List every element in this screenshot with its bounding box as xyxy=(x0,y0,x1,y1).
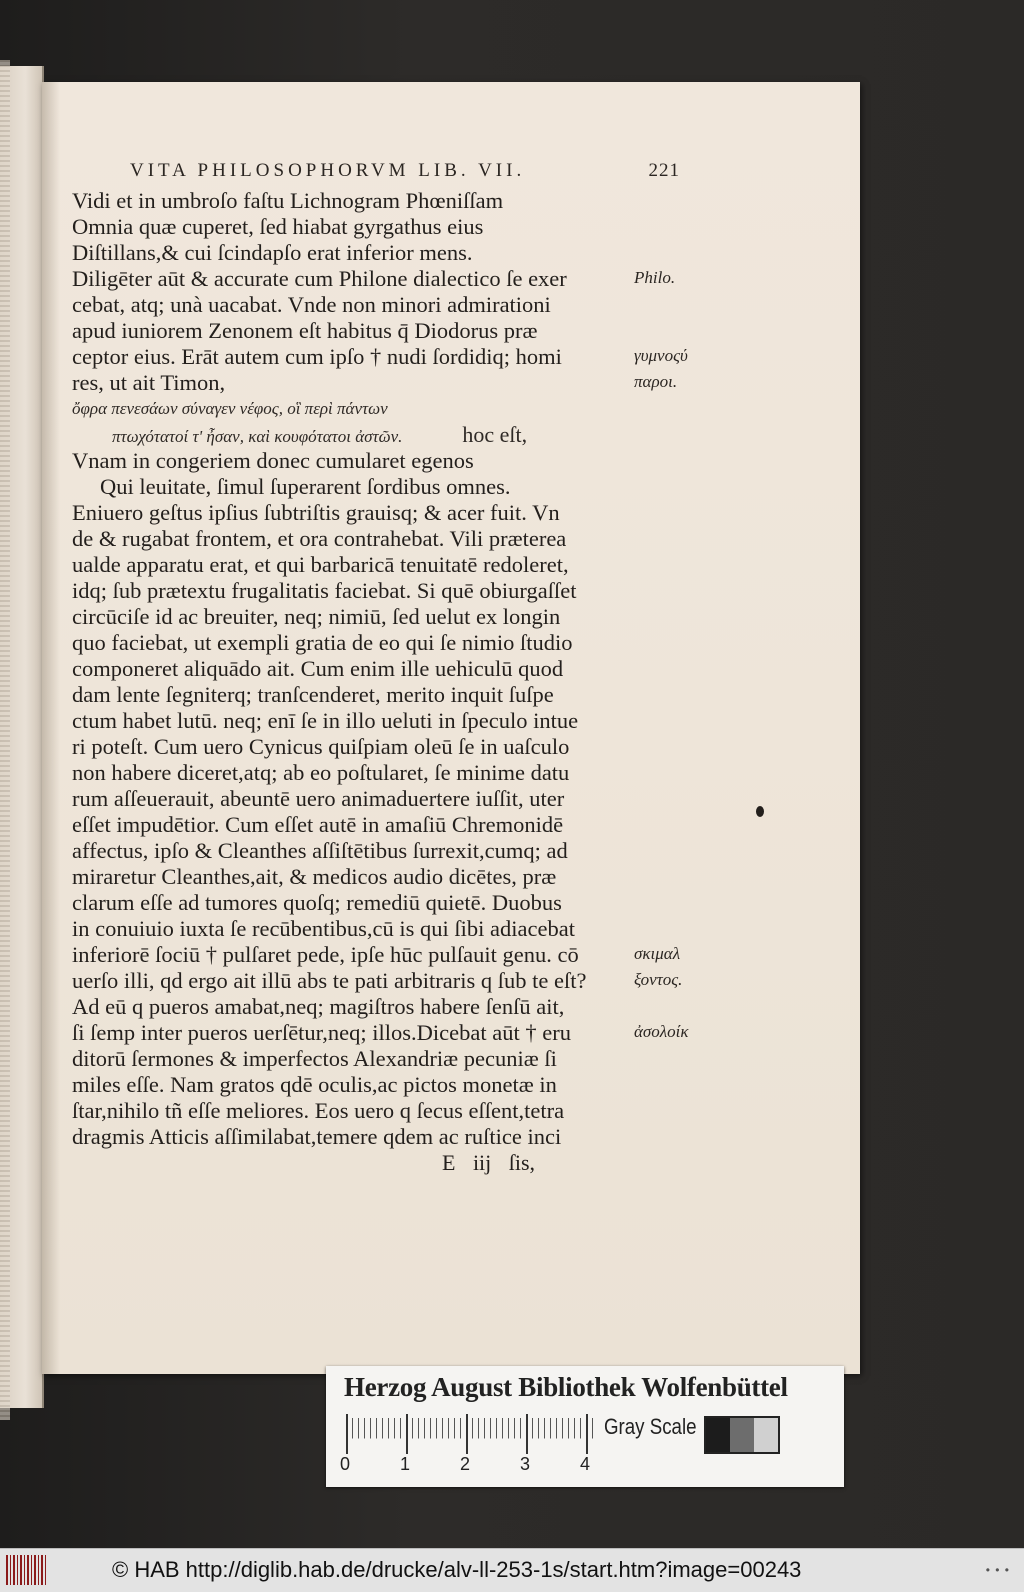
text-line xyxy=(72,500,672,526)
text-line xyxy=(72,604,672,630)
text-line xyxy=(72,578,672,604)
line-text: de & rugabat frontem, et ora contrahebat. Vili præterea xyxy=(72,526,567,551)
signature-mark: E iij ſis, xyxy=(442,1150,536,1175)
text-line xyxy=(72,344,672,370)
line-text: Diſtillans,& cui ſcindapſo erat inferior mens. xyxy=(72,240,473,265)
text-line xyxy=(72,1020,672,1046)
text-line xyxy=(72,994,672,1020)
line-text: ceptor eius. Erāt autem cum ipſo † nudi ſordidiq; homi xyxy=(72,344,562,369)
line-text: Eniuero geſtus ipſius ſubtriſtis grauisq; & acer fuit. Vn xyxy=(72,500,560,525)
line-text: affectus, ipſo & Cleanthes aſſiſtētibus ſurrexit,cumq; ad xyxy=(72,838,568,863)
library-name: Herzog August Bibliothek Wolfenbüttel xyxy=(344,1372,788,1402)
text-line xyxy=(72,240,672,266)
text-line xyxy=(72,474,672,500)
text-line xyxy=(72,448,672,474)
text-line xyxy=(72,916,672,942)
ruler-numbers xyxy=(340,1454,620,1478)
line-text: ditorū ſermones & imperfectos Alexandriæ pecuniæ ſi xyxy=(72,1046,557,1071)
line-text: rum aſſeuerauit, abeuntē uero animaduertere iuſſit, uter xyxy=(72,786,565,811)
line-text: ctum habet lutū. neq; enī ſe in illo ueluti in ſpeculo intue xyxy=(72,708,579,733)
line-tail: hoc eſt, xyxy=(462,422,528,447)
line-text: uerſo illi, qd ergo ait illū abs te pati arbitraris q ſub te eſt? xyxy=(72,968,587,993)
ruler-number: 4 xyxy=(580,1454,591,1474)
folio-number: 221 xyxy=(648,160,680,181)
margin-note: σκιμαλ xyxy=(634,944,681,963)
running-head xyxy=(130,160,680,182)
text-line xyxy=(72,292,672,318)
gutter-shadow xyxy=(42,82,60,1374)
book-page xyxy=(42,82,860,1374)
text-line xyxy=(72,942,672,968)
text-line xyxy=(72,1046,672,1072)
line-text: cebat, atq; unà uacabat. Vnde non minori admirationi xyxy=(72,292,551,317)
text-line xyxy=(72,396,672,422)
line-text: ſi ſemp inter pueros uerſētur,neq; illos.Dicebat aūt † eru xyxy=(72,1020,571,1045)
page-stack-edge xyxy=(0,60,10,1420)
text-line xyxy=(72,318,672,344)
text-line xyxy=(72,214,672,240)
line-text: componeret aliquādo ait. Cum enim ille uehiculū quod xyxy=(72,656,564,681)
line-text: miraretur Cleanthes,ait, & medicos audio dicētes, præ xyxy=(72,864,557,889)
line-text: eſſet impudētior. Cum eſſet autē in amaſiū Chremonidē xyxy=(72,812,564,837)
gray-scale-swatches xyxy=(704,1416,780,1454)
margin-note: ἀσολοίκ xyxy=(634,1022,689,1041)
line-text: ſtar,nihilo tñ eſſe meliores. Eos uero q ſecus eſſent,tetra xyxy=(72,1098,565,1123)
text-line xyxy=(72,1098,672,1124)
margin-note: ξοντος. xyxy=(634,970,683,989)
text-line xyxy=(72,890,672,916)
text-line xyxy=(72,968,672,994)
ruler-number: 1 xyxy=(400,1454,411,1474)
library-label xyxy=(326,1366,844,1487)
line-text: πτωχότατοί τ' ἦσαν, καὶ κουφότατοι ἀστῶν. xyxy=(112,427,403,446)
text-line xyxy=(72,630,672,656)
line-text: ὄφρα πενεσάων σύναγεν νέφος, οἳ περὶ πάντων xyxy=(72,399,388,418)
line-text: apud iuniorem Zenonem eſt habitus q̄ Diodorus præ xyxy=(72,318,538,343)
footer-dots: • • • xyxy=(985,1563,1010,1577)
text-line xyxy=(72,1072,672,1098)
margin-note: γυμνοςύ xyxy=(634,346,688,365)
text-line xyxy=(72,552,672,578)
text-line xyxy=(72,370,672,396)
text-line xyxy=(72,1124,672,1150)
line-text: res, ut ait Timon, xyxy=(72,370,226,395)
line-text: non habere diceret,atq; ab eo poſtularet, ſe minime datu xyxy=(72,760,570,785)
line-text: idq; ſub prætextu frugalitatis faciebat. Si quē obiurgaſſet xyxy=(72,578,577,603)
line-text: Vidi et in umbroſo faſtu Lichnogram Phœniſſam xyxy=(72,188,504,213)
gray-swatch xyxy=(706,1418,730,1452)
text-line xyxy=(72,188,672,214)
text-line xyxy=(72,656,672,682)
text-line xyxy=(72,760,672,786)
line-text: Qui leuitate, ſimul ſuperarent ſordibus omnes. xyxy=(100,474,511,499)
ruler-major-ticks xyxy=(346,1414,596,1454)
text-line xyxy=(72,708,672,734)
gray-scale-label: Gray Scale xyxy=(604,1414,697,1439)
line-text: Vnam in congeriem donec cumularet egenos xyxy=(72,448,474,473)
line-text: in conuiuio iuxta ſe recūbentibus,cū is qui ſibi adiacebat xyxy=(72,916,575,941)
text-line xyxy=(72,864,672,890)
running-head-title: VITA PHILOSOPHORVM LIB. VII. xyxy=(130,160,526,181)
line-text: Ad eū q pueros amabat,neq; magiſtros habere ſenſū ait, xyxy=(72,994,565,1019)
line-text: quo faciebat, ut exempli gratia de eo qui ſe nimio ſtudio xyxy=(72,630,573,655)
gray-swatch xyxy=(754,1418,778,1452)
text-line xyxy=(72,422,672,448)
ink-speck xyxy=(756,806,764,817)
line-text: circūciſe id ac breuiter, neq; nimiū, ſed uelut ex longin xyxy=(72,604,561,629)
text-line xyxy=(72,682,672,708)
barcode-icon xyxy=(6,1555,46,1585)
text-line xyxy=(72,812,672,838)
line-text: dragmis Atticis aſſimilabat,temere qdem ac ruſtice inci xyxy=(72,1124,562,1149)
ruler-number: 3 xyxy=(520,1454,531,1474)
ruler-number: 0 xyxy=(340,1454,351,1474)
text-line xyxy=(72,786,672,812)
margin-note: παροι. xyxy=(634,372,678,391)
line-text: inferiorē ſociū † pulſaret pede, ipſe hūc pulſauit genu. cō xyxy=(72,942,579,967)
gray-swatch xyxy=(730,1418,754,1452)
text-line xyxy=(72,526,672,552)
text-line xyxy=(72,734,672,760)
text-block xyxy=(72,188,672,1150)
margin-note: Philo. xyxy=(634,268,676,287)
copyright-url[interactable]: © HAB http://diglib.hab.de/drucke/alv-ll-253-1s/start.htm?image=00243 xyxy=(112,1557,802,1582)
line-text: miles eſſe. Nam gratos qdē oculis,ac pictos monetæ in xyxy=(72,1072,557,1097)
line-text: Diligēter aūt & accurate cum Philone dialectico ſe exer xyxy=(72,266,567,291)
line-text: ri poteſt. Cum uero Cynicus quiſpiam oleū ſe in uaſculo xyxy=(72,734,570,759)
ruler-number: 2 xyxy=(460,1454,471,1474)
text-line xyxy=(72,266,672,292)
text-line xyxy=(72,838,672,864)
line-text: dam lente ſegniterq; tranſcenderet, merito inquit ſuſpe xyxy=(72,682,554,707)
line-text: clarum eſſe ad tumores quoſq; remediū quietē. Duobus xyxy=(72,890,562,915)
footer-bar xyxy=(0,1548,1024,1592)
line-text: ualde apparatu erat, et qui barbaricā tenuitatē redoleret, xyxy=(72,552,569,577)
line-text: Omnia quæ cuperet, ſed hiabat gyrgathus eius xyxy=(72,214,484,239)
